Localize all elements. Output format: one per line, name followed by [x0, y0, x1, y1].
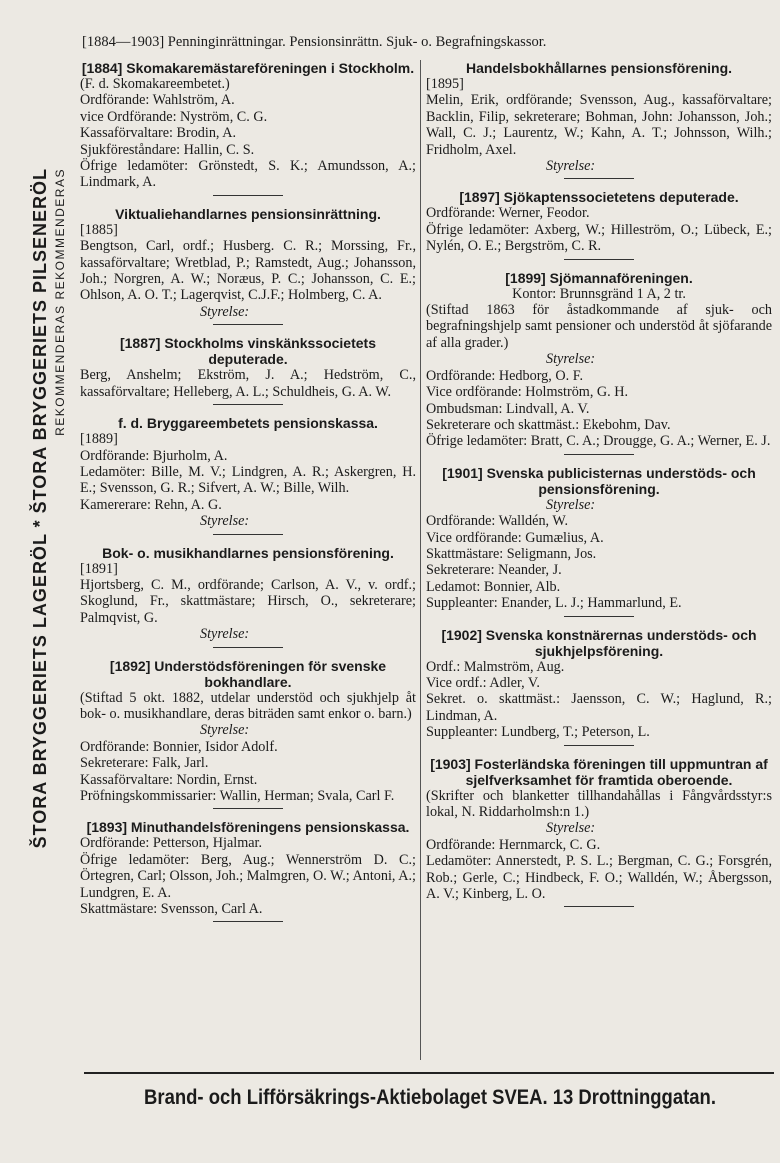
entry-heading: [1899] Sjömannaföreningen. [505, 269, 693, 286]
entry-office: Kontor: Brunnsgränd 1 A, 2 tr. [512, 285, 686, 302]
entry-year: [1885] [80, 221, 118, 238]
entry-styrelse-label: Styrelse: [200, 722, 250, 739]
entry-section [426, 189, 772, 259]
entry-heading: [1901] Svenska publicisternas understöds- och pensionsförening. [442, 464, 756, 497]
entry-line: Kamererare: Rehn, A. G. [80, 496, 222, 513]
entry-line: Sekreterare: Falk, Jarl. [80, 755, 209, 772]
entry-line: Öfrige ledamöter: Bratt, C. A.; Drougge, G. A.; Werner, E. J. [426, 433, 771, 450]
entry-heading: Handelsbokhållarnes pensionsförening. [465, 60, 733, 76]
entry-line: Ledamöter: Annerstedt, P. S. L.; Bergman, C. G.; Forsgrén, Rob.; Gerle, C.; Hindbeck, F. O.; Walldén, W.; Åbergsson, A. V.; Kinberg, L. O. [426, 853, 772, 903]
footer-advert: Brand- och Lifförsäkrings-Aktiebolaget SVEA. 13 Drottninggatan. [144, 1086, 716, 1109]
entry-line: Öfrige ledamöter: Grönstedt, S. K.; Amundsson, A.; Lindmark, A. [80, 158, 416, 191]
entry-line: Sekreterare: Neander, J. [426, 562, 562, 579]
entry-heading: Viktualiehandlarnes pensionsinrättning. [115, 205, 381, 222]
section-rule [213, 534, 283, 535]
section-rule [213, 404, 283, 405]
entry-line: Ordförande: Werner, Feodor. [426, 205, 590, 222]
entry-line: Skattmästare: Seligmann, Jos. [426, 545, 597, 562]
entry-section [80, 60, 416, 196]
entry-line: Suppleanter: Enander, L. J.; Hammarlund, E. [426, 595, 682, 612]
section-rule [564, 178, 634, 179]
entry-line: Ombudsman: Lindvall, A. V. [426, 400, 590, 417]
margin-advert-rekommenderas [53, 168, 67, 436]
margin-brand-text: ŠTORA BRYGGERIETS LAGERÖL * ŠTORA BRYGGERIETS PILSENERÖL [30, 168, 50, 849]
entry-line: (F. d. Skomakareembetet.) [80, 76, 230, 92]
entry-section [426, 627, 772, 746]
entry-line: Vice ordf.: Adler, V. [426, 674, 540, 691]
entry-year: [1891] [80, 560, 118, 577]
entry-heading: [1892] Understödsföreningen för svenske bokhandlare. [109, 657, 387, 690]
entry-line: Hjortsberg, C. M., ordförande; Carlson, A. V., v. ordf.; Skoglund, Fr., skattmästare; Hirsch, O., sekreterare; Palmqvist, G. [80, 576, 416, 626]
column-divider [420, 60, 421, 1060]
entry-heading: [1884] Skomakaremästareföreningen i Stockholm. [81, 60, 415, 76]
right-column [426, 60, 772, 917]
entry-line: Vice ordförande: Gumælius, A. [426, 529, 604, 546]
margin-advert-brand [30, 168, 51, 848]
entry-line: Sekreterare och skattmäst.: Ekebohm, Dav. [426, 416, 671, 433]
entry-section [80, 819, 416, 922]
section-rule [213, 808, 283, 809]
entry-line: Ordförande: Walldén, W. [426, 513, 569, 530]
entry-line: Sjukföreståndare: Hallin, C. S. [80, 141, 255, 158]
entry-heading: Bok- o. musikhandlarnes pensionsförening. [102, 544, 394, 561]
left-column [80, 60, 416, 932]
entry-line: vice Ordförande: Nyström, C. G. [80, 108, 268, 125]
entry-line: (Stiftad 1863 för åstadkommande af sjuk- och begrafningshjelp samt pensioner och understöd åt sjöfarande af alla grader.) [426, 302, 772, 351]
entry-heading: [1893] Minuthandelsföreningens pensionskassa. [86, 819, 410, 836]
entry-line: Ordförande: Bonnier, Isidor Adolf. [80, 738, 278, 755]
entry-line: Bengtson, Carl, ordf.; Husberg. C. R.; Morssing, Fr., kassaförvaltare; Wretblad, P.; Ramstedt, Aug.; Johansson, Joh.; Norgren, A. W.; Noræus, P. C.; Johansson, C. E.; Ohlson, A. O. T.; Lagerqvist, C.J.F.; Holmberg, C. A. [80, 238, 416, 304]
entry-section [80, 206, 416, 325]
entry-styrelse-label: Styrelse: [200, 626, 250, 643]
entry-heading: [1887] Stockholms vinskänkssocietets deputerade. [119, 335, 376, 368]
entry-line: Ordförande: Wahlström, A. [80, 92, 235, 109]
page-header: [1884—1903] Penninginrättningar. Pensionsinrättn. Sjuk- o. Begrafningskassor. [82, 34, 547, 50]
entry-styrelse-label: Styrelse: [200, 513, 250, 530]
entry-line: Ordförande: Petterson, Hjalmar. [80, 835, 263, 852]
entry-section [426, 756, 772, 908]
entry-line: Ledamot: Bonnier, Alb. [426, 578, 561, 595]
entry-section [80, 415, 416, 534]
footer-rule [84, 1072, 774, 1074]
entry-line: Vice ordförande: Holmström, G. H. [426, 384, 629, 401]
entry-line: Öfrige ledamöter: Berg, Aug.; Wennerström D. C.; Örtegren, Carl; Olsson, Joh.; Malmgren, O. W.; Antoni, A.; Lundgren, E. A. [80, 851, 416, 901]
section-rule [564, 259, 634, 260]
entry-year: [1889] [80, 431, 118, 448]
entry-line: Pröfningskommissarier: Wallin, Herman; Svala, Carl F. [80, 788, 395, 804]
entry-line: Öfrige ledamöter: Axberg, W.; Hilleström, O.; Lübeck, E.; Nylén, O. E.; Bergström, C. R. [426, 221, 772, 255]
entry-line: Ordförande: Hedborg, O. F. [426, 367, 583, 384]
entry-line: Skattmästare: Svensson, Carl A. [80, 901, 263, 918]
entry-section [80, 545, 416, 648]
entry-styrelse-label: Styrelse: [546, 820, 596, 837]
entry-heading: [1902] Svenska konstnärernas understöds- och sjukhjelpsförening. [441, 626, 757, 659]
entry-section [80, 335, 416, 405]
entry-year: [1895] [426, 76, 464, 92]
section-rule [213, 195, 283, 196]
entry-section [80, 658, 416, 810]
entry-line: (Stiftad 5 okt. 1882, utdelar understöd och sjukhjelp åt bok- o. musikhandlare, deras biträden samt enkor o. barn.) [80, 689, 416, 722]
margin-rek-text: REKOMMENDERAS REKOMMENDERAS [53, 168, 67, 436]
entry-line: Ordförande: Hernmarck, C. G. [426, 836, 601, 853]
entry-styrelse-label: Styrelse: [200, 303, 250, 320]
section-rule [213, 647, 283, 648]
entry-line: Ledamöter: Bille, M. V.; Lindgren, A. R.; Askergren, H. E.; Svensson, G. R.; Sifvert, A. W.; Bille, Wilh. [80, 463, 416, 497]
entry-line: Kassaförvaltare: Nordin, Ernst. [80, 771, 258, 788]
entry-line: Suppleanter: Lundberg, T.; Peterson, L. [426, 724, 650, 741]
section-rule [564, 906, 634, 907]
entry-line: Berg, Anshelm; Ekström, J. A.; Hedström, C., kassaförvaltare; Helleberg, A. L.; Schuldheis, G. A. W. [80, 367, 416, 400]
section-rule [213, 921, 283, 922]
section-rule [213, 324, 283, 325]
entry-line: Melin, Erik, ordförande; Svensson, Aug., kassaförvaltare; Backlin, Filip, sekreterare; Bohman, John: Johansson, Joh.; Wall, C. J.; Laurentz, W.; Kahn, A. T.; Johnsson, Wilh.; Fridholm, Axel. [426, 92, 772, 158]
entry-line: Sekret. o. skattmäst.: Jaensson, C. W.; Haglund, R.; Lindman, A. [426, 691, 772, 724]
entry-heading: [1903] Fosterländska föreningen till uppmuntran af sjelfverksamhet för framtida oberoende. [430, 755, 768, 788]
entry-section [426, 465, 772, 617]
entry-line: Kassaförvaltare: Brodin, A. [80, 125, 237, 142]
entry-line: (Skrifter och blanketter tillhandahållas i Fångvårdsstyr:s lokal, N. Riddarholmsh:n 1.) [426, 787, 772, 820]
entry-line: Ordförande: Bjurholm, A. [80, 447, 228, 464]
entry-section [426, 270, 772, 455]
entry-line: Ordf.: Malmström, Aug. [426, 658, 565, 675]
entry-styrelse-label: Styrelse: [546, 496, 596, 513]
entry-section [426, 60, 772, 179]
entry-heading: [1897] Sjökaptenssocietetens deputerade. [459, 189, 739, 206]
section-rule [564, 454, 634, 455]
section-rule [564, 745, 634, 746]
entry-heading: f. d. Bryggareembetets pensionskassa. [118, 415, 378, 432]
entry-styrelse-label: Styrelse: [546, 351, 596, 368]
section-rule [564, 616, 634, 617]
entry-styrelse-label: Styrelse: [546, 158, 596, 175]
